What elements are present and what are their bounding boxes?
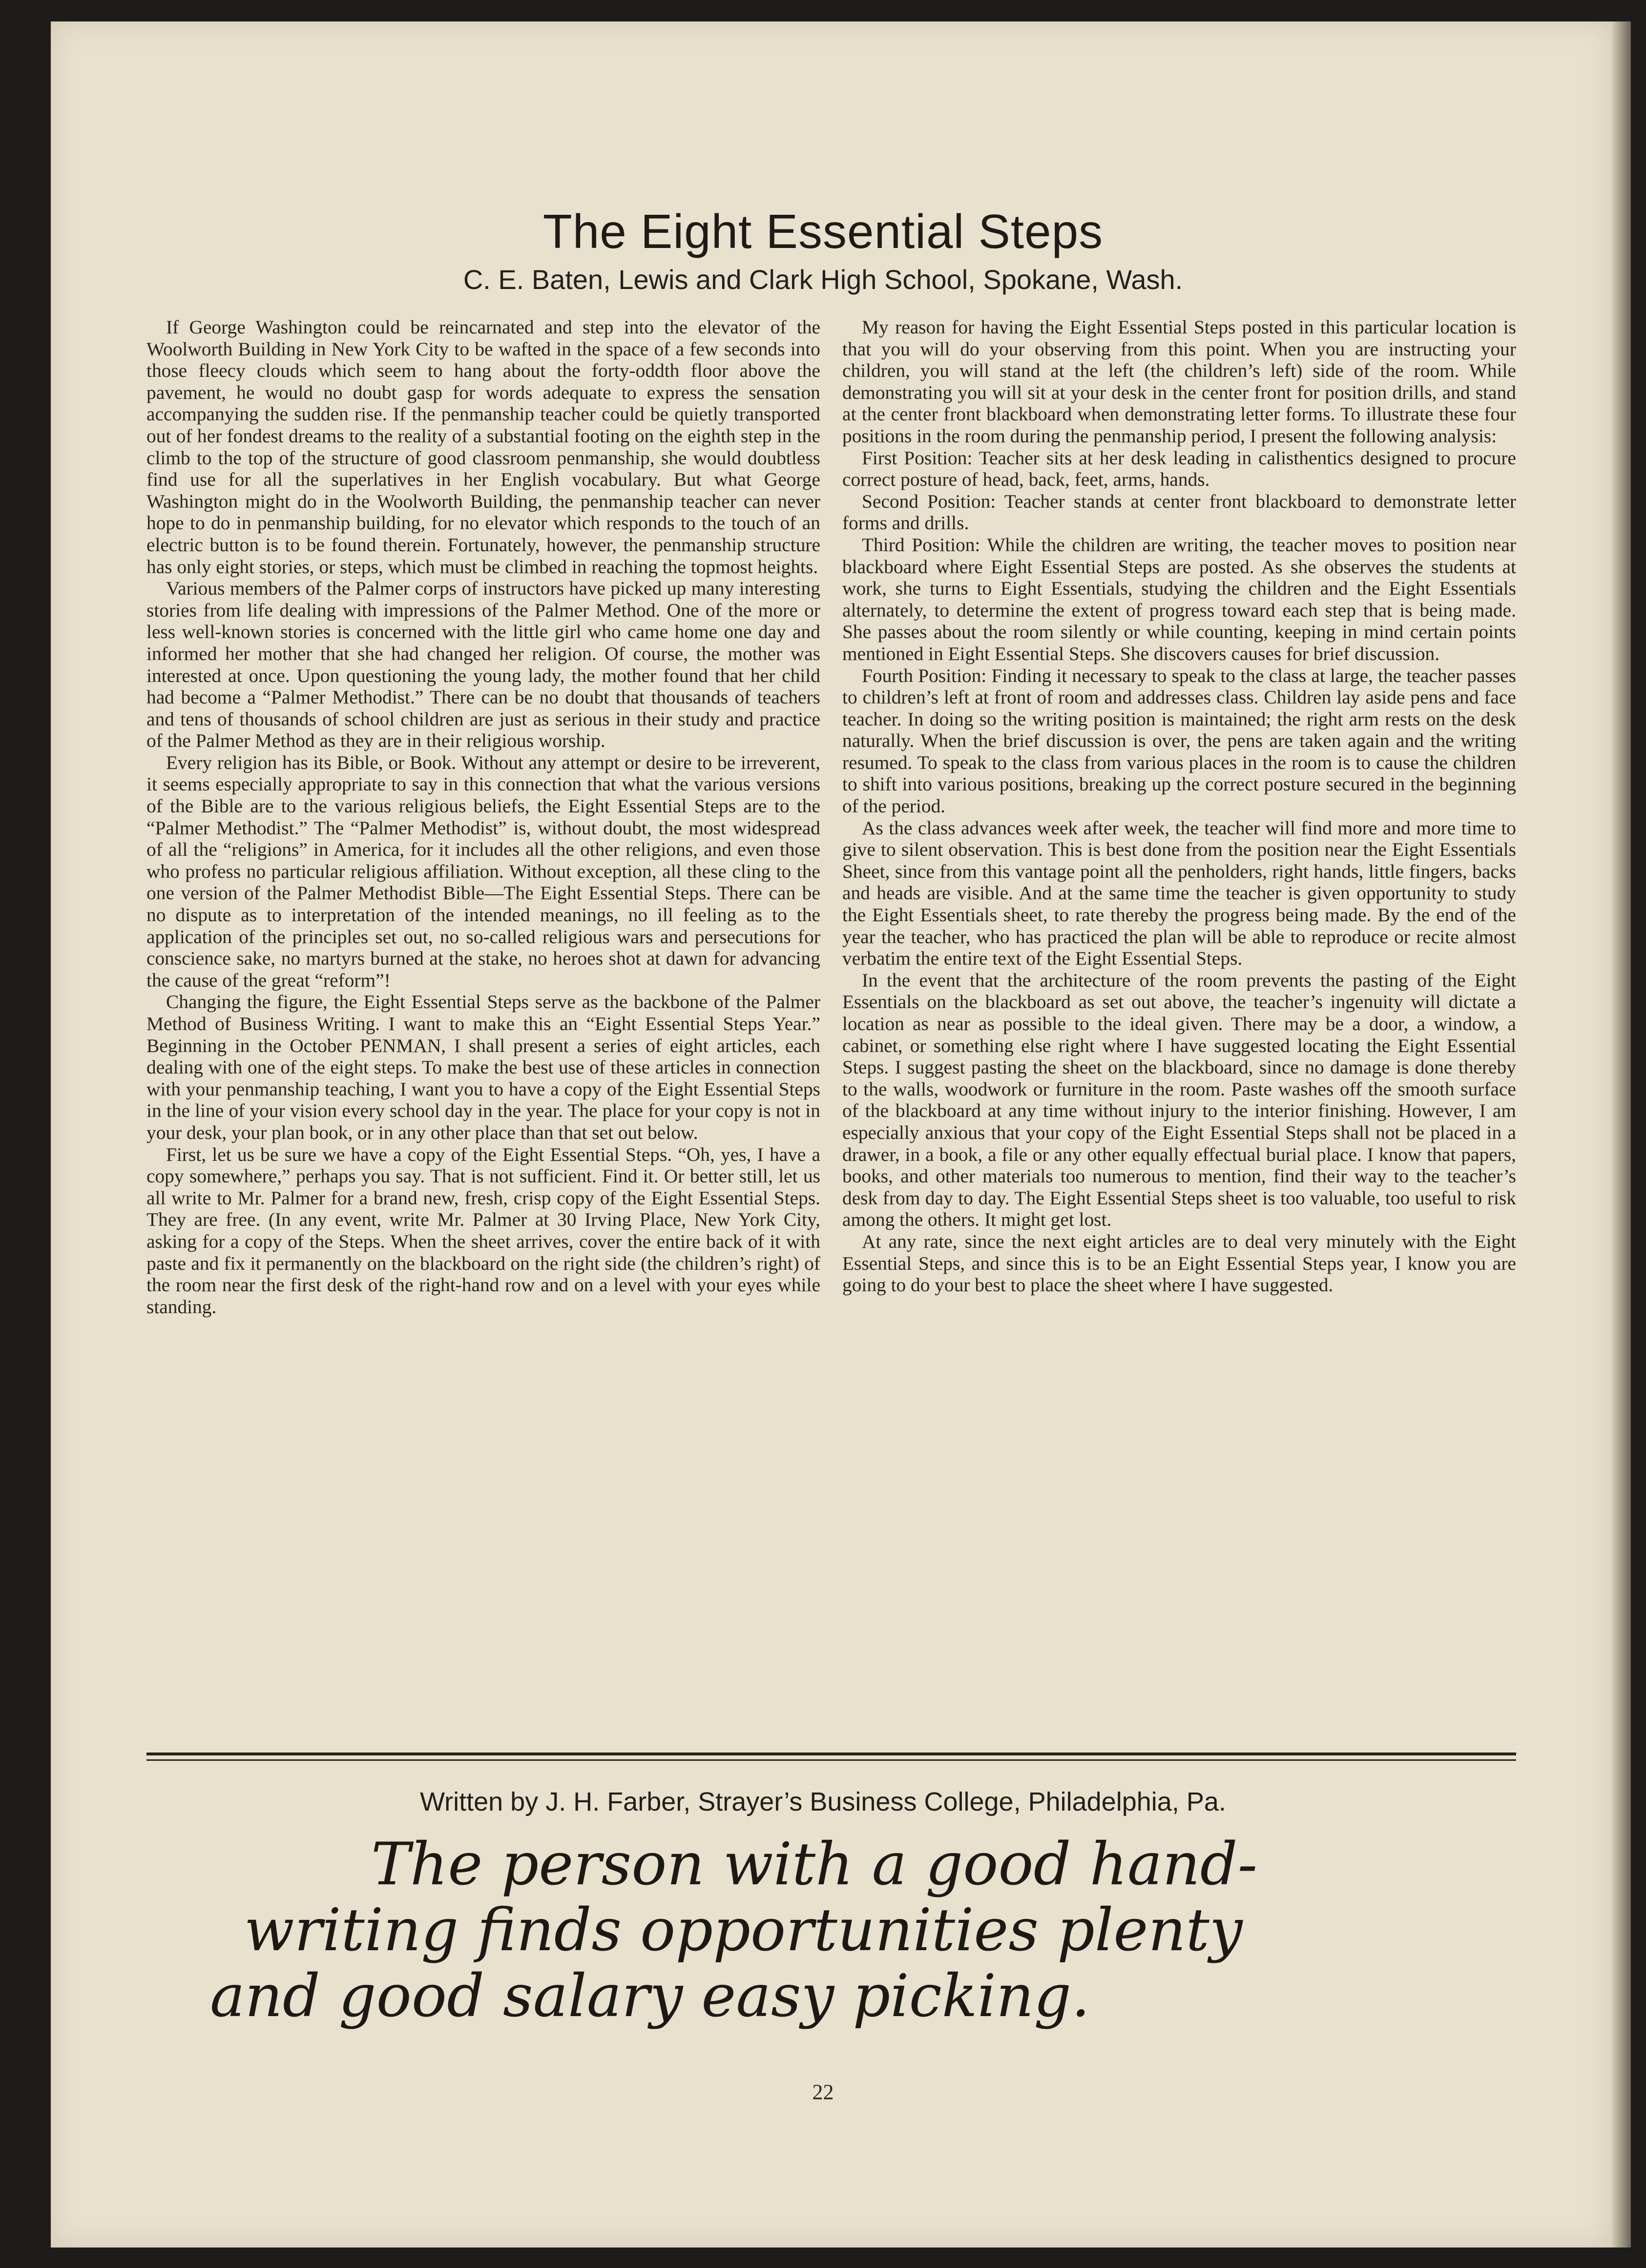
divider-rule bbox=[146, 1753, 1516, 1755]
paragraph: If George Washington could be reincarnated and step into the elevator of the Woolworth Building in New York City to be wafted in the space of a few seconds into those fleecy clouds which seem to hang about the forty-oddth floor above the pavement, he would no doubt gasp for words adequate to express the sensation accompanying the sudden rise. If the penmanship teacher could be quietly transported out of her fondest dreams to the reality of a substantial footing on the eighth step in the climb to the top of the structure of good classroom penmanship, she would doubtless find use for all the superlatives in her English vocabulary. But what George Washington might do in the Woolworth Building, the penmanship teacher can never hope to do in penmanship building, for no elevator which responds to the touch of an electric button is to be found therein. Fortunately, however, the penmanship structure has only eight stories, or steps, which must be climbed in reaching the topmost heights. bbox=[146, 316, 820, 577]
paragraph: First, let us be sure we have a copy of the Eight Essential Steps. “Oh, yes, I have a copy somewhere,” perhaps you say. That is not sufficient. Find it. Or better still, let us all write to Mr. Palmer for a brand new, fresh, crisp copy of the Eight Essential Steps. They are free. (In any event, write Mr. Palmer at 30 Irving Place, New York City, asking for a copy of the Steps. When the sheet arrives, cover the entire back of it with paste and fix it permanently on the blackboard on the right side (the children’s right) of the room near the first desk of the right-hand row and on a level with your eyes while standing. bbox=[146, 1143, 820, 1318]
paragraph: Changing the figure, the Eight Essential Steps serve as the backbone of the Palmer Method of Business Writing. I want to make this an “Eight Essential Steps Year.” Beginning in the October PENMAN, I shall present a series of eight articles, each dealing with one of the eight steps. To make the best use of these articles in connection with your penmanship teaching, I want you to have a copy of the Eight Essential Steps in the line of your vision every school day in the year. The place for your copy is not in your desk, your plan book, or in any other place than that set out below. bbox=[146, 991, 820, 1143]
article-byline: C. E. Baten, Lewis and Clark High School, Spokane, Wash. bbox=[463, 264, 1183, 295]
paragraph: Various members of the Palmer corps of instructors have picked up many interesting stories from life dealing with impressions of the Palmer Method. One of the more or less well-known stories is concerned with the little girl who came home one day and informed her mother that she had changed her religion. Of course, the mother was interested at once. Upon questioning the young lady, the mother found that her child had become a “Palmer Methodist.” There can be no doubt that thousands of teachers and tens of thousands of school children are just as serious in their study and practice of the Palmer Method as they are in their religious worship. bbox=[146, 577, 820, 752]
article-title: The Eight Essential Steps bbox=[542, 205, 1104, 258]
paragraph: At any rate, since the next eight articles are to deal very minutely with the Eight Essential Steps, and since this is to be an Eight Essential Steps year, I know you are going to do your best to place the sheet where I have suggested. bbox=[842, 1230, 1516, 1296]
page-number: 22 bbox=[812, 2080, 834, 2104]
script-line: writing finds opportunities plenty bbox=[244, 1897, 1243, 1964]
paragraph: As the class advances week after week, the teacher will find more and more time to give to silent observation. This is best done from the position near the Eight Essentials Sheet, since from this vantage point all the penholders, right hands, little fingers, backs and heads are visible. And at the same time the teacher is given opportunity to study the Eight Essentials sheet, to rate thereby the progress being made. By the end of the year the teacher, who has practiced the plan will be able to reproduce or recite almost verbatim the entire text of the Eight Essential Steps. bbox=[842, 817, 1516, 969]
paragraph: My reason for having the Eight Essential Steps posted in this particular location is that you will do your observing from this point. When you are instructing your children, you will stand at the left (the children’s left) side of the room. While demonstrating you will sit at your desk in the center front for position drills, and stand at the center front blackboard when demonstrating letter forms. To illustrate these four positions in the room during the penmanship period, I present the following analysis: bbox=[842, 316, 1516, 447]
left-column bbox=[146, 316, 820, 1318]
page-edge bbox=[1611, 21, 1631, 2247]
script-line: and good salary easy picking. bbox=[210, 1962, 1090, 2030]
paragraph: In the event that the architecture of the room prevents the pasting of the Eight Essentials on the blackboard as set out above, the teacher’s ingenuity will dictate a location as near as possible to the ideal given. There may be a door, a window, a cabinet, or something else right where I have suggested locating the Eight Essential Steps. I suggest pasting the sheet on the blackboard, since no damage is done thereby to the walls, woodwork or furniture in the room. Paste washes off the smooth surface of the blackboard at any time without injury to the interior finishing. However, I am especially anxious that your copy of the Eight Essential Steps shall not be placed in a drawer, in a book, a file or any other equally effectual burial place. I know that papers, books, and other materials too numerous to mention, find their way to the teacher’s desk from day to day. The Eight Essential Steps sheet is too valuable, too useful to risk among the others. It might get lost. bbox=[842, 969, 1516, 1231]
paragraph: Every religion has its Bible, or Book. Without any attempt or desire to be irreverent, it seems especially appropriate to say in this connection that what the various versions of the Bible are to the various religious beliefs, the Eight Essential Steps are to the “Palmer Methodist.” The “Palmer Methodist” is, without doubt, the most widespread of all the “religions” in America, for it includes all the other religions, and even those who profess no particular religious affiliation. Without exception, all these cling to the one version of the Palmer Methodist Bible—The Eight Essential Steps. There can be no dispute as to interpretation of the intended meanings, no ill feeling as to the application of the principles set out, no so-called religious wars and persecutions for conscience sake, no martyrs burned at the stake, no heroes shot at dawn for advancing the cause of the great “reform”! bbox=[146, 751, 820, 991]
paragraph: Fourth Position: Finding it necessary to speak to the class at large, the teacher passes to children’s left at front of room and addresses class. Children lay aside pens and face teacher. In doing so the writing position is maintained; the right arm rests on the desk naturally. When the brief discussion is over, the pens are taken again and the writing resumed. To speak to the class from various places in the room is to cause the children to shift into various positions, breaking up the correct posture secured in the beginning of the period. bbox=[842, 664, 1516, 817]
paragraph: First Position: Teacher sits at her desk leading in calisthentics designed to procure correct posture of head, back, feet, arms, hands. bbox=[842, 447, 1516, 491]
paragraph: Third Position: While the children are writing, the teacher moves to position near blackboard where Eight Essential Steps are posted. As she observes the students at work, she turns to Eight Essentials, studying the children and the Eight Essentials alternately, to determine the extent of progress toward each step that is being made. She passes about the room silently or while counting, keeping in mind certain points mentioned in Eight Essential Steps. She discovers causes for brief discussion. bbox=[842, 534, 1516, 664]
specimen-credit: Written by J. H. Farber, Strayer’s Business College, Philadelphia, Pa. bbox=[420, 1787, 1226, 1816]
script-line: The person with a good hand- bbox=[371, 1831, 1258, 1898]
right-column bbox=[842, 316, 1516, 1296]
handwriting-specimen bbox=[210, 1831, 1528, 2036]
divider-rule-thin bbox=[146, 1759, 1516, 1761]
paragraph: Second Position: Teacher stands at center front blackboard to demonstrate letter forms and drills. bbox=[842, 490, 1516, 534]
